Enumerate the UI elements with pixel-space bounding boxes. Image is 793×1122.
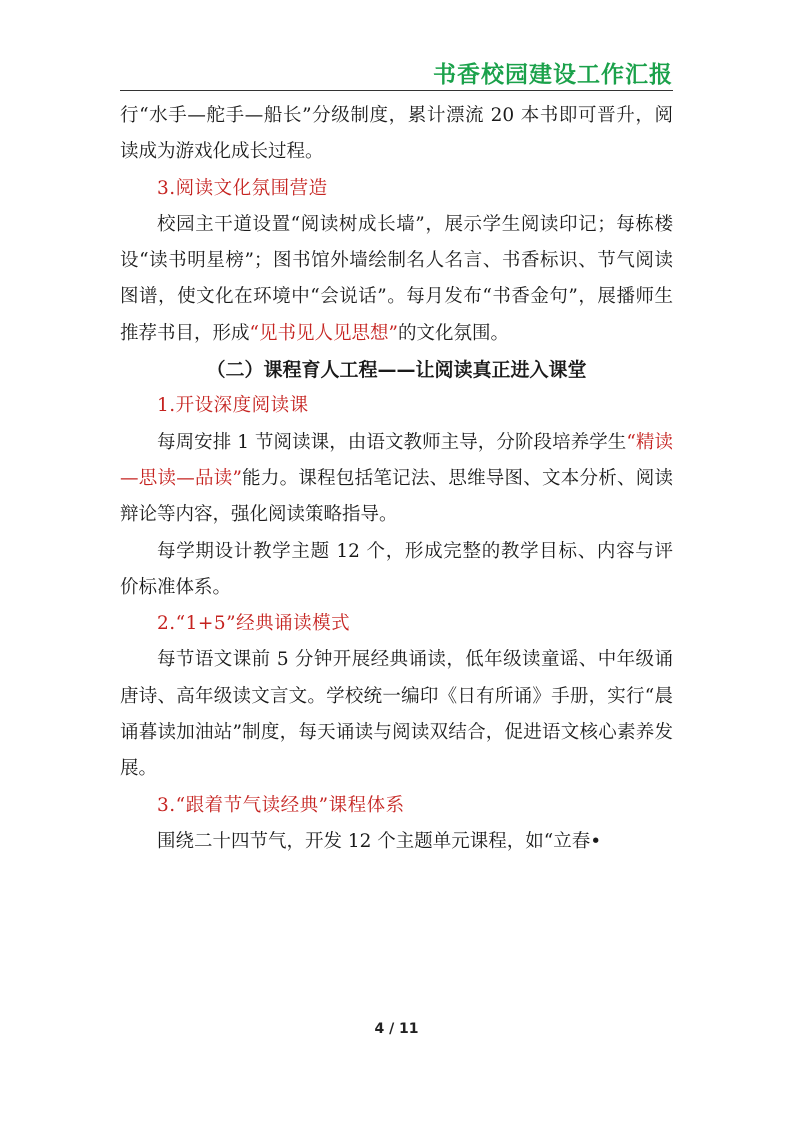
paragraph-deep-reading [120,425,673,534]
text-segment: 的文化氛围。 [397,322,509,344]
paragraph-reading-culture [120,207,673,352]
header-title: 书香校园建设工作汇报 [433,62,673,88]
paragraph-continuation: 行“水手—舵手—船长”分级制度，累计漂流 20 本书即可晋升，阅读成为游戏化成长过程。 [120,105,673,163]
section-heading-solar-terms: 3.“跟着节气读经典”课程体系 [157,794,405,816]
text-segment: 每周安排 1 节阅读课，由语文教师主导，分阶段培养学生 [157,431,627,453]
paragraph-teaching-themes: 每学期设计教学主题 12 个，形成完整的教学目标、内容与评价标准体系。 [120,540,673,598]
document-body [120,98,673,860]
highlight-text: “精读—思读—品读” [120,431,673,489]
chapter-heading-curriculum: （二）课程育人工程——让阅读真正进入课堂 [206,359,587,382]
page-number: 4 / 11 [374,1021,419,1037]
section-heading-reading-culture: 3.阅读文化氛围营造 [157,177,328,199]
header-divider [120,90,673,91]
paragraph-solar-terms: 围绕二十四节气，开发 12 个主题单元课程，如“立春• [157,830,602,852]
text-segment: 校园主干道设置“阅读树成长墙”，展示学生阅读印记；每栋楼设“读书明星榜”；图书馆外墙绘制名人名言、书香标识、节气阅读图谱，使文化在环境中“会说话”。每月发布“书香金句”，展播师生推荐书目，形成 [120,213,673,344]
section-heading-classic-recitation: 2.“1+5”经典诵读模式 [157,613,351,635]
section-heading-deep-reading: 1.开设深度阅读课 [157,395,309,417]
paragraph-classic-recitation: 每节语文课前 5 分钟开展经典诵读，低年级读童谣、中年级诵唐诗、高年级读文言文。学校统一编印《日有所诵》手册，实行“晨诵暮读加油站”制度，每天诵读与阅读双结合，促进语文核心素养发展。 [120,649,673,780]
highlight-text: “见书见人见思想” [249,322,398,344]
text-segment: 能力。课程包括笔记法、思维导图、文本分析、阅读辩论等内容，强化阅读策略指导。 [120,467,673,526]
